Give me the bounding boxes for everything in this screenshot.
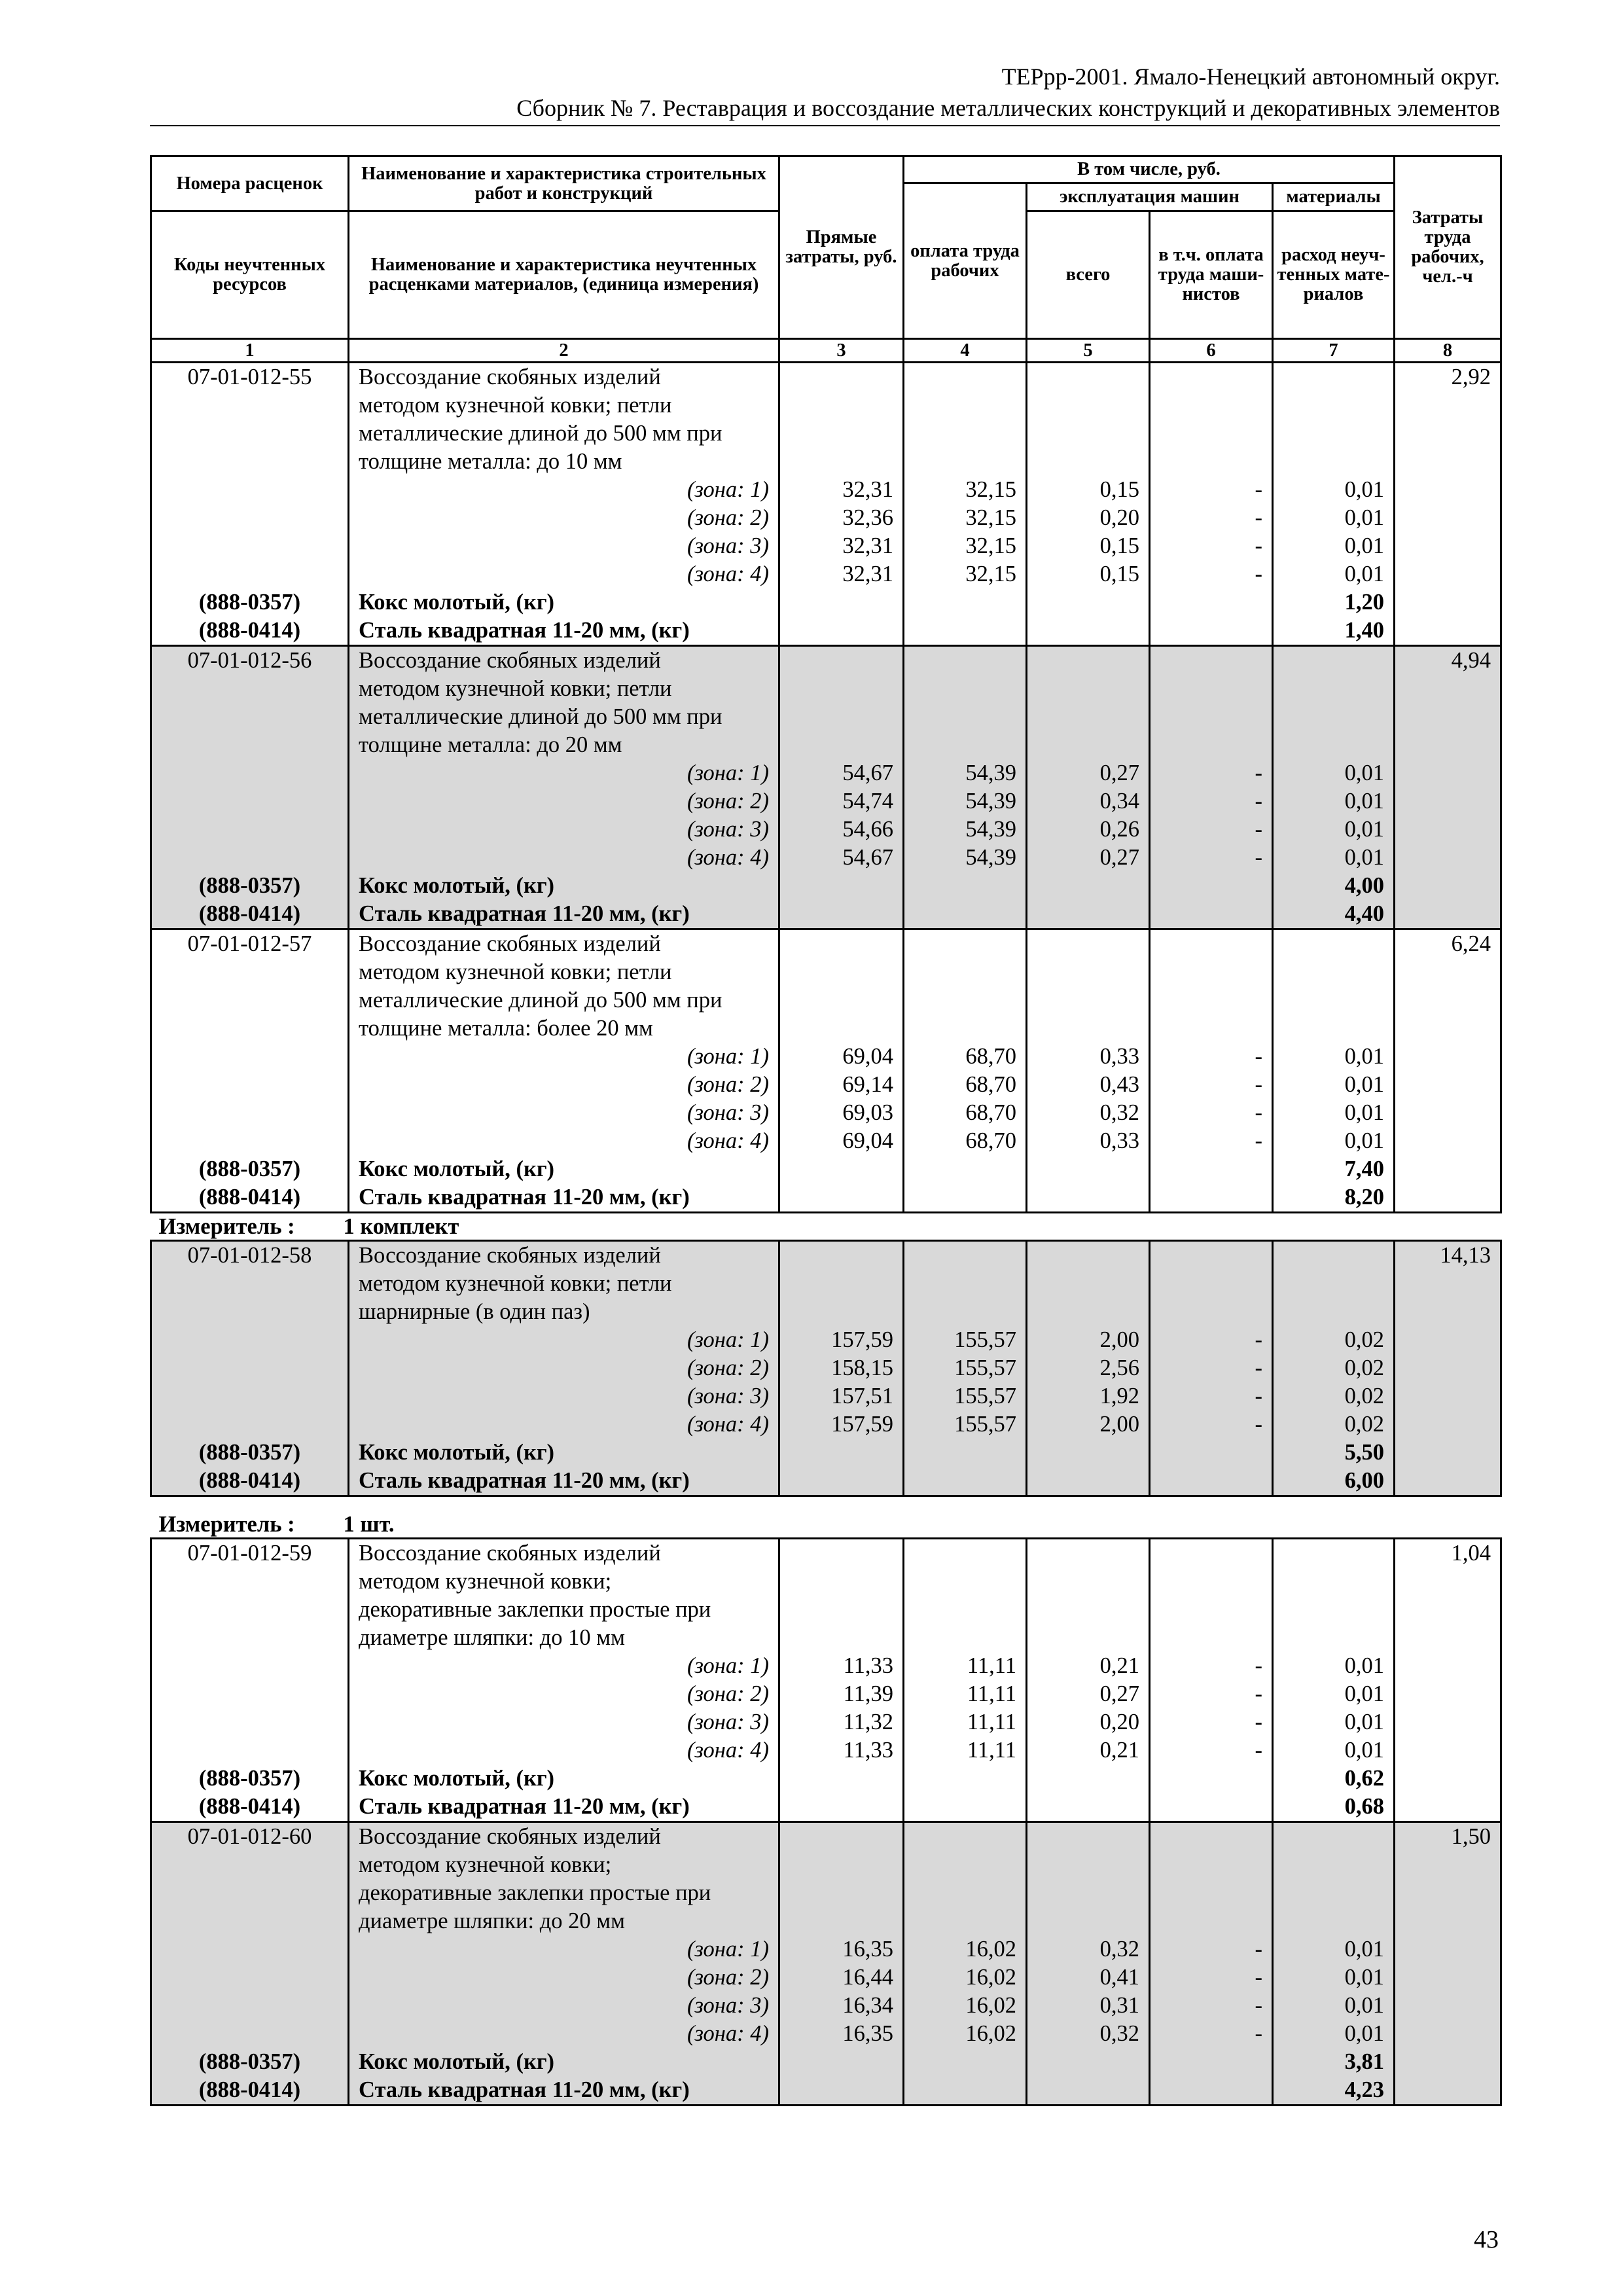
machinist-wage: - [1150, 2020, 1273, 2048]
rate-description: методом кузнечной ковки; петли [349, 1270, 779, 1298]
machinist-wage: - [1150, 1127, 1273, 1155]
col-name-works: Наименование и характеристика строительных работ и конструкций [349, 156, 779, 211]
rate-description: методом кузнечной ковки; [349, 1851, 779, 1879]
zone-label: (зона: 4) [349, 844, 779, 872]
resource-name: Сталь квадратная 11-20 мм, (кг) [349, 1467, 779, 1496]
zone-row [151, 1992, 1501, 2020]
direct-cost: 54,67 [779, 844, 904, 872]
wage-cost: 68,70 [904, 1071, 1027, 1099]
zone-label: (зона: 3) [349, 1708, 779, 1736]
col-number: 4 [904, 339, 1027, 363]
direct-cost: 32,31 [779, 532, 904, 560]
zone-row [151, 1935, 1501, 1964]
zone-label: (зона: 4) [349, 1127, 779, 1155]
direct-cost: 69,04 [779, 1043, 904, 1071]
col-number: 2 [349, 339, 779, 363]
col-materials: материалы [1273, 183, 1395, 211]
machinist-wage: - [1150, 759, 1273, 787]
direct-cost: 69,03 [779, 1099, 904, 1127]
zone-label: (зона: 3) [349, 816, 779, 844]
direct-cost: 16,44 [779, 1964, 904, 1992]
machine-cost: 2,56 [1027, 1354, 1150, 1382]
table-head [151, 156, 1501, 363]
resource-row [151, 1183, 1501, 1213]
zone-row [151, 1326, 1501, 1354]
zone-label: (зона: 2) [349, 1680, 779, 1708]
resource-qty: 0,68 [1273, 1793, 1395, 1822]
wage-cost: 11,11 [904, 1680, 1027, 1708]
col-machines-total: всего [1027, 211, 1150, 339]
zone-label: (зона: 1) [349, 476, 779, 504]
col-number: 7 [1273, 339, 1395, 363]
measure-value: 1 комплект [343, 1214, 459, 1239]
wage-cost: 32,15 [904, 560, 1027, 588]
zone-label: (зона: 4) [349, 1410, 779, 1439]
machine-cost: 0,21 [1027, 1736, 1150, 1765]
rate-description: металлические длиной до 500 мм при [349, 420, 779, 448]
rate-description: диаметре шляпки: до 20 мм [349, 1907, 779, 1935]
labor-cost: 4,94 [1395, 646, 1501, 675]
resource-code: (888-0414) [151, 1793, 349, 1822]
labor-cost: 6,24 [1395, 929, 1501, 959]
material-cost: 0,01 [1273, 1127, 1395, 1155]
direct-cost: 11,39 [779, 1680, 904, 1708]
rate-description: Воссоздание скобяных изделий [349, 646, 779, 675]
zone-row [151, 560, 1501, 588]
machine-cost: 0,41 [1027, 1964, 1150, 1992]
doc-header-subtitle: Сборник № 7. Реставрация и воссоздание металлических конструкций и декоративных элементов [516, 95, 1500, 121]
zone-label: (зона: 3) [349, 1099, 779, 1127]
machinist-wage: - [1150, 1410, 1273, 1439]
rate-description: Воссоздание скобяных изделий [349, 929, 779, 959]
machine-cost: 0,32 [1027, 2020, 1150, 2048]
zone-label: (зона: 2) [349, 787, 779, 816]
labor-cost: 1,50 [1395, 1822, 1501, 1852]
material-cost: 0,01 [1273, 476, 1395, 504]
machinist-wage: - [1150, 1680, 1273, 1708]
resource-code: (888-0357) [151, 588, 349, 617]
resource-code: (888-0414) [151, 2076, 349, 2106]
rate-description: методом кузнечной ковки; петли [349, 958, 779, 986]
rate-item [151, 363, 1501, 646]
zone-row [151, 1708, 1501, 1736]
col-number: 8 [1395, 339, 1501, 363]
wage-cost: 16,02 [904, 1935, 1027, 1964]
machinist-wage: - [1150, 787, 1273, 816]
zone-row [151, 476, 1501, 504]
rate-code: 07-01-012-60 [151, 1822, 349, 1852]
resource-code: (888-0357) [151, 1765, 349, 1793]
wage-cost: 32,15 [904, 532, 1027, 560]
wage-cost: 155,57 [904, 1354, 1027, 1382]
direct-cost: 11,32 [779, 1708, 904, 1736]
wage-cost: 11,11 [904, 1736, 1027, 1765]
zone-row [151, 532, 1501, 560]
zone-row [151, 1652, 1501, 1680]
zone-row [151, 1354, 1501, 1382]
machine-cost: 0,32 [1027, 1935, 1150, 1964]
machine-cost: 0,15 [1027, 532, 1150, 560]
direct-cost: 16,35 [779, 1935, 904, 1964]
direct-cost: 16,35 [779, 2020, 904, 2048]
resource-row [151, 872, 1501, 900]
material-cost: 0,01 [1273, 1992, 1395, 2020]
header-rule [150, 125, 1500, 126]
wage-cost: 16,02 [904, 2020, 1027, 2048]
resource-name: Кокс молотый, (кг) [349, 588, 779, 617]
machine-cost: 2,00 [1027, 1326, 1150, 1354]
machinist-wage: - [1150, 1992, 1273, 2020]
machinist-wage: - [1150, 1326, 1273, 1354]
rate-code: 07-01-012-58 [151, 1241, 349, 1270]
zone-label: (зона: 1) [349, 1935, 779, 1964]
direct-cost: 32,31 [779, 560, 904, 588]
machine-cost: 0,21 [1027, 1652, 1150, 1680]
resource-name: Кокс молотый, (кг) [349, 872, 779, 900]
wage-cost: 68,70 [904, 1099, 1027, 1127]
zone-label: (зона: 4) [349, 1736, 779, 1765]
resource-row [151, 900, 1501, 929]
page-number: 43 [1474, 2226, 1499, 2253]
machinist-wage: - [1150, 1964, 1273, 1992]
machinist-wage: - [1150, 560, 1273, 588]
zone-label: (зона: 2) [349, 1964, 779, 1992]
machine-cost: 0,27 [1027, 759, 1150, 787]
rate-item [151, 1822, 1501, 2106]
resource-code: (888-0414) [151, 1183, 349, 1213]
col-number: 3 [779, 339, 904, 363]
col-name-materials: Наименование и характеристика неучтенных расценками материалов, (единица измерения) [349, 211, 779, 339]
zone-label: (зона: 4) [349, 560, 779, 588]
col-number: 1 [151, 339, 349, 363]
material-cost: 0,01 [1273, 816, 1395, 844]
rate-item [151, 1241, 1501, 1496]
wage-cost: 54,39 [904, 787, 1027, 816]
rate-description: металлические длиной до 500 мм при [349, 703, 779, 731]
material-cost: 0,01 [1273, 504, 1395, 532]
wage-cost: 32,15 [904, 476, 1027, 504]
material-cost: 0,01 [1273, 1964, 1395, 1992]
resource-row [151, 1155, 1501, 1183]
machinist-wage: - [1150, 816, 1273, 844]
resource-qty: 1,20 [1273, 588, 1395, 617]
resource-code: (888-0414) [151, 900, 349, 929]
material-cost: 0,02 [1273, 1410, 1395, 1439]
resource-name: Кокс молотый, (кг) [349, 1155, 779, 1183]
material-cost: 0,01 [1273, 1043, 1395, 1071]
zone-row [151, 1964, 1501, 1992]
resource-qty: 3,81 [1273, 2048, 1395, 2076]
material-cost: 0,01 [1273, 1680, 1395, 1708]
rate-description: толщине металла: более 20 мм [349, 1014, 779, 1043]
machine-cost: 0,15 [1027, 560, 1150, 588]
rate-description: Воссоздание скобяных изделий [349, 1822, 779, 1852]
zone-row [151, 1071, 1501, 1099]
rate-description: декоративные заклепки простые при [349, 1879, 779, 1907]
direct-cost: 69,14 [779, 1071, 904, 1099]
column-numbers-row [151, 339, 1501, 363]
col-wages: оплата труда рабочих [904, 183, 1027, 339]
zone-row [151, 1382, 1501, 1410]
zone-row [151, 504, 1501, 532]
resource-code: (888-0414) [151, 1467, 349, 1496]
resource-qty: 1,40 [1273, 617, 1395, 646]
direct-cost: 157,51 [779, 1382, 904, 1410]
zone-row [151, 759, 1501, 787]
zone-label: (зона: 1) [349, 1652, 779, 1680]
resource-code: (888-0357) [151, 1439, 349, 1467]
rate-description: методом кузнечной ковки; петли [349, 391, 779, 420]
machinist-wage: - [1150, 1382, 1273, 1410]
direct-cost: 16,34 [779, 1992, 904, 2020]
resource-code: (888-0357) [151, 872, 349, 900]
measure-label: Измеритель : [158, 1512, 295, 1537]
resource-name: Сталь квадратная 11-20 мм, (кг) [349, 900, 779, 929]
direct-cost: 11,33 [779, 1652, 904, 1680]
rate-code: 07-01-012-59 [151, 1539, 349, 1568]
col-number: 6 [1150, 339, 1273, 363]
rate-description: диаметре шляпки: до 10 мм [349, 1624, 779, 1652]
wage-cost: 32,15 [904, 504, 1027, 532]
resource-row [151, 588, 1501, 617]
resource-name: Сталь квадратная 11-20 мм, (кг) [349, 1793, 779, 1822]
rate-description: декоративные заклепки простые при [349, 1596, 779, 1624]
material-cost: 0,01 [1273, 1935, 1395, 1964]
machinist-wage: - [1150, 1935, 1273, 1964]
wage-cost: 11,11 [904, 1708, 1027, 1736]
doc-header-title: ТЕРрр-2001. Ямало-Ненецкий автономный округ. [1001, 63, 1500, 90]
zone-row [151, 1736, 1501, 1765]
direct-cost: 157,59 [779, 1326, 904, 1354]
resource-qty: 0,62 [1273, 1765, 1395, 1793]
machine-cost: 0,26 [1027, 816, 1150, 844]
zone-row [151, 816, 1501, 844]
resource-name: Кокс молотый, (кг) [349, 1439, 779, 1467]
resource-row [151, 1765, 1501, 1793]
material-cost: 0,01 [1273, 759, 1395, 787]
direct-cost: 157,59 [779, 1410, 904, 1439]
labor-cost: 14,13 [1395, 1241, 1501, 1270]
wage-cost: 155,57 [904, 1382, 1027, 1410]
zone-label: (зона: 2) [349, 1354, 779, 1382]
rates-table [150, 155, 1502, 2106]
material-cost: 0,01 [1273, 844, 1395, 872]
zone-row [151, 1043, 1501, 1071]
machine-cost: 0,43 [1027, 1071, 1150, 1099]
resource-qty: 4,00 [1273, 872, 1395, 900]
wage-cost: 16,02 [904, 1964, 1027, 1992]
rate-description: Воссоздание скобяных изделий [349, 363, 779, 392]
machine-cost: 0,20 [1027, 504, 1150, 532]
resource-qty: 8,20 [1273, 1183, 1395, 1213]
wage-cost: 16,02 [904, 1992, 1027, 2020]
measure-value: 1 шт. [343, 1512, 395, 1537]
resource-name: Сталь квадратная 11-20 мм, (кг) [349, 1183, 779, 1213]
machinist-wage: - [1150, 1043, 1273, 1071]
machine-cost: 0,27 [1027, 844, 1150, 872]
rate-description: толщине металла: до 10 мм [349, 448, 779, 476]
resource-qty: 6,00 [1273, 1467, 1395, 1496]
wage-cost: 54,39 [904, 844, 1027, 872]
direct-cost: 11,33 [779, 1736, 904, 1765]
resource-code: (888-0357) [151, 1155, 349, 1183]
rate-description: шарнирные (в один паз) [349, 1298, 779, 1326]
wage-cost: 54,39 [904, 816, 1027, 844]
rate-code: 07-01-012-55 [151, 363, 349, 392]
machine-cost: 0,34 [1027, 787, 1150, 816]
wage-cost: 68,70 [904, 1043, 1027, 1071]
measure-label: Измеритель : [158, 1214, 295, 1239]
resource-name: Кокс молотый, (кг) [349, 2048, 779, 2076]
rate-item [151, 929, 1501, 1213]
rate-item [151, 1539, 1501, 1822]
material-cost: 0,02 [1273, 1354, 1395, 1382]
wage-cost: 155,57 [904, 1410, 1027, 1439]
machinist-wage: - [1150, 1652, 1273, 1680]
machinist-wage: - [1150, 1736, 1273, 1765]
resource-row [151, 1467, 1501, 1496]
zone-row [151, 2020, 1501, 2048]
resource-code: (888-0414) [151, 617, 349, 646]
direct-cost: 69,04 [779, 1127, 904, 1155]
machine-cost: 1,92 [1027, 1382, 1150, 1410]
material-cost: 0,01 [1273, 1652, 1395, 1680]
zone-row [151, 1127, 1501, 1155]
col-machines: эксплуатация машин [1027, 183, 1273, 211]
zone-row [151, 844, 1501, 872]
rate-description: металлические длиной до 500 мм при [349, 986, 779, 1014]
zone-label: (зона: 1) [349, 759, 779, 787]
col-codes: Коды неучтенных ресурсов [151, 211, 349, 339]
direct-cost: 158,15 [779, 1354, 904, 1382]
resource-name: Сталь квадратная 11-20 мм, (кг) [349, 617, 779, 646]
labor-cost: 1,04 [1395, 1539, 1501, 1568]
zone-label: (зона: 4) [349, 2020, 779, 2048]
zone-row [151, 1410, 1501, 1439]
machine-cost: 0,33 [1027, 1043, 1150, 1071]
resource-code: (888-0357) [151, 2048, 349, 2076]
resource-row [151, 1793, 1501, 1822]
wage-cost: 11,11 [904, 1652, 1027, 1680]
machinist-wage: - [1150, 476, 1273, 504]
zone-label: (зона: 2) [349, 1071, 779, 1099]
zone-row [151, 787, 1501, 816]
zone-label: (зона: 3) [349, 1382, 779, 1410]
machinist-wage: - [1150, 1708, 1273, 1736]
material-cost: 0,01 [1273, 2020, 1395, 2048]
machine-cost: 2,00 [1027, 1410, 1150, 1439]
direct-cost: 32,36 [779, 504, 904, 532]
wage-cost: 54,39 [904, 759, 1027, 787]
wage-cost: 155,57 [904, 1326, 1027, 1354]
rate-description: методом кузнечной ковки; петли [349, 675, 779, 703]
machinist-wage: - [1150, 844, 1273, 872]
material-cost: 0,01 [1273, 532, 1395, 560]
machine-cost: 0,32 [1027, 1099, 1150, 1127]
material-cost: 0,01 [1273, 1736, 1395, 1765]
resource-row [151, 617, 1501, 646]
resource-qty: 7,40 [1273, 1155, 1395, 1183]
zone-label: (зона: 1) [349, 1043, 779, 1071]
col-including: В том числе, руб. [904, 156, 1395, 183]
resource-qty: 5,50 [1273, 1439, 1395, 1467]
material-cost: 0,01 [1273, 1708, 1395, 1736]
material-cost: 0,02 [1273, 1382, 1395, 1410]
col-number: 5 [1027, 339, 1150, 363]
material-cost: 0,02 [1273, 1326, 1395, 1354]
machinist-wage: - [1150, 504, 1273, 532]
zone-row [151, 1680, 1501, 1708]
rate-description: толщине металла: до 20 мм [349, 731, 779, 759]
rate-code: 07-01-012-56 [151, 646, 349, 675]
resource-qty: 4,40 [1273, 900, 1395, 929]
machine-cost: 0,15 [1027, 476, 1150, 504]
rate-description: Воссоздание скобяных изделий [349, 1539, 779, 1568]
rate-description: методом кузнечной ковки; [349, 1568, 779, 1596]
rate-description: Воссоздание скобяных изделий [349, 1241, 779, 1270]
col-machinist-wages: в т.ч. оплата труда маши-нистов [1150, 211, 1273, 339]
col-unaccounted-materials: расход неуч-тенных мате-риалов [1273, 211, 1395, 339]
direct-cost: 54,74 [779, 787, 904, 816]
col-rates-numbers: Номера расценок [151, 156, 349, 211]
machinist-wage: - [1150, 532, 1273, 560]
resource-name: Сталь квадратная 11-20 мм, (кг) [349, 2076, 779, 2106]
resource-row [151, 2076, 1501, 2106]
machinist-wage: - [1150, 1099, 1273, 1127]
rate-item [151, 646, 1501, 929]
resource-name: Кокс молотый, (кг) [349, 1765, 779, 1793]
measure-section [151, 1496, 1501, 1539]
resource-qty: 4,23 [1273, 2076, 1395, 2106]
zone-label: (зона: 3) [349, 1992, 779, 2020]
direct-cost: 32,31 [779, 476, 904, 504]
direct-cost: 54,66 [779, 816, 904, 844]
material-cost: 0,01 [1273, 560, 1395, 588]
measure-section [151, 1213, 1501, 1241]
labor-cost: 2,92 [1395, 363, 1501, 392]
machine-cost: 0,20 [1027, 1708, 1150, 1736]
machine-cost: 0,33 [1027, 1127, 1150, 1155]
resource-row [151, 1439, 1501, 1467]
col-labor: Затраты труда рабочих, чел.-ч [1395, 156, 1501, 339]
zone-label: (зона: 1) [349, 1326, 779, 1354]
material-cost: 0,01 [1273, 1099, 1395, 1127]
rate-code: 07-01-012-57 [151, 929, 349, 959]
zone-label: (зона: 3) [349, 532, 779, 560]
zone-row [151, 1099, 1501, 1127]
col-direct-costs: Прямые затраты, руб. [779, 156, 904, 339]
wage-cost: 68,70 [904, 1127, 1027, 1155]
material-cost: 0,01 [1273, 1071, 1395, 1099]
machinist-wage: - [1150, 1071, 1273, 1099]
zone-label: (зона: 2) [349, 504, 779, 532]
resource-row [151, 2048, 1501, 2076]
machine-cost: 0,31 [1027, 1992, 1150, 2020]
machinist-wage: - [1150, 1354, 1273, 1382]
material-cost: 0,01 [1273, 787, 1395, 816]
direct-cost: 54,67 [779, 759, 904, 787]
machine-cost: 0,27 [1027, 1680, 1150, 1708]
